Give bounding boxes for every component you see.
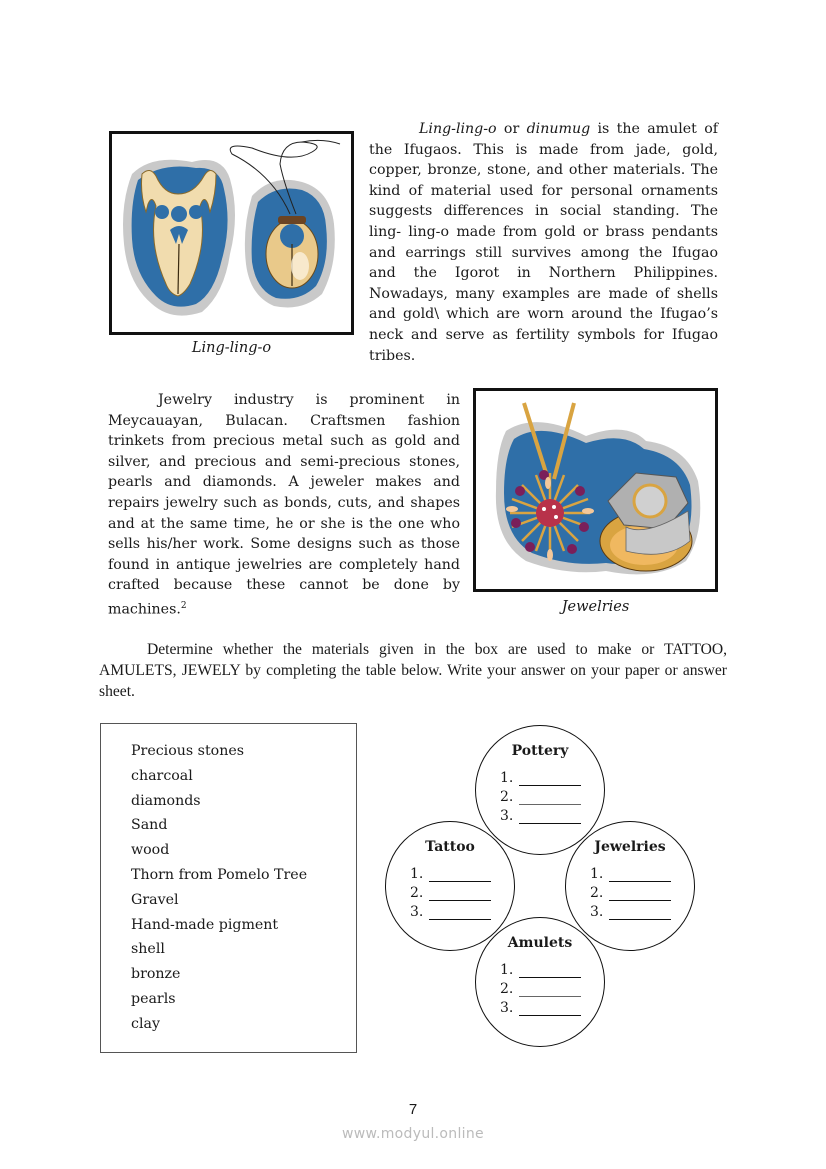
- answer-blank[interactable]: [519, 810, 581, 824]
- circle-title-tattoo: Tattoo: [425, 839, 475, 855]
- necklace-and-ring-illustration-icon: [476, 391, 715, 589]
- circle-pottery: [475, 725, 605, 855]
- term-dinumug: dinumug: [526, 121, 591, 137]
- material-item: charcoal: [131, 767, 193, 784]
- answer-blank[interactable]: [609, 868, 671, 882]
- material-item: Gravel: [131, 891, 179, 908]
- answer-row: 1.: [500, 962, 581, 978]
- category-circles-diagram: [380, 725, 700, 1055]
- answer-blank[interactable]: [519, 1002, 581, 1016]
- material-item: clay: [131, 1015, 160, 1032]
- material-item: Sand: [131, 817, 168, 834]
- materials-list: [131, 739, 307, 1037]
- answer-blank[interactable]: [609, 887, 671, 901]
- answer-row: 3.: [500, 808, 581, 824]
- circle-amulets: [475, 917, 605, 1047]
- answer-row: 2.: [590, 885, 671, 901]
- circle-title-pottery: Pottery: [511, 743, 569, 759]
- material-item: pearls: [131, 990, 176, 1007]
- footnote-reference[interactable]: 2: [180, 600, 187, 611]
- answer-row: 3.: [590, 904, 671, 920]
- circle-tattoo: [385, 821, 515, 951]
- answer-blank[interactable]: [519, 772, 581, 786]
- answer-blank[interactable]: [519, 791, 581, 805]
- material-item: shell: [131, 941, 165, 958]
- answer-blank[interactable]: [519, 964, 581, 978]
- answer-row: 2.: [500, 981, 581, 997]
- material-item: bronze: [131, 966, 181, 983]
- jewelries-caption: Jewelries: [561, 599, 630, 615]
- answer-row: 1.: [410, 866, 491, 882]
- circle-title-amulets: Amulets: [507, 935, 573, 951]
- website-watermark[interactable]: www.modyul.online: [342, 1126, 484, 1142]
- material-item: Hand-made pigment: [131, 916, 279, 933]
- material-item: wood: [131, 842, 170, 859]
- materials-box: [100, 723, 357, 1053]
- ling-ling-o-amulets-illustration-icon: [112, 134, 351, 332]
- term-ling-ling-o: Ling-ling-o: [419, 121, 497, 137]
- jewelries-figure: [473, 388, 718, 592]
- answer-blank[interactable]: [519, 983, 581, 997]
- answer-row: 2.: [410, 885, 491, 901]
- answer-blank[interactable]: [429, 906, 491, 920]
- answer-row: 3.: [410, 904, 491, 920]
- activity-instructions: Determine whether the materials given in the box are used to make or TATTOO, AMULETS, JEWELY by completing the table below. Write your answer on your paper or answer sheet.: [99, 641, 727, 700]
- answer-blank[interactable]: [429, 868, 491, 882]
- answer-row: 1.: [500, 770, 581, 786]
- ling-ling-o-caption: Ling-ling-o: [191, 340, 272, 356]
- page-number: 7: [408, 1101, 418, 1118]
- material-item: diamonds: [131, 792, 201, 809]
- answer-row: 3.: [500, 1000, 581, 1016]
- material-item: Precious stones: [131, 743, 245, 759]
- material-item: Thorn from Pomelo Tree: [131, 866, 308, 883]
- answer-row: 1.: [590, 866, 671, 882]
- answer-blank[interactable]: [609, 906, 671, 920]
- answer-blank[interactable]: [429, 887, 491, 901]
- circle-jewelries: [565, 821, 695, 951]
- ling-ling-o-figure: [109, 131, 354, 335]
- circle-title-jewelries: Jewelries: [594, 839, 666, 855]
- ling-ling-o-paragraph: Ling-ling-o or dinumug is the amulet of the Ifugaos. This is made from jade, gold, copper, bronze, stone, and other materials. The kind of material used for personal ornaments suggests differences in social standing. The ling- ling-o made from gold or brass pendants and earrings still survives among the Ifugao and the Igorot in Northern Philippines. Nowadays, many examples are made of shells and gold\ which are worn around the Ifugao’s neck and serve as fertility symbols for Ifugao tribes.: [369, 121, 719, 364]
- answer-row: 2.: [500, 789, 581, 805]
- jewelry-paragraph: Jewelry industry is prominent in Meycauayan, Bulacan. Craftsmen fashion trinkets from precious metal such as gold and silver, and precious and semi-precious stones, pearls and diamonds. A jeweler makes and repairs jewelry such as bonds, cuts, and shapes and at the same time, he or she is the one who sells his/her work. Some designs such as those found in antique jewelries are completely hand crafted because these cannot be done by machines.$^2$: [108, 392, 460, 618]
